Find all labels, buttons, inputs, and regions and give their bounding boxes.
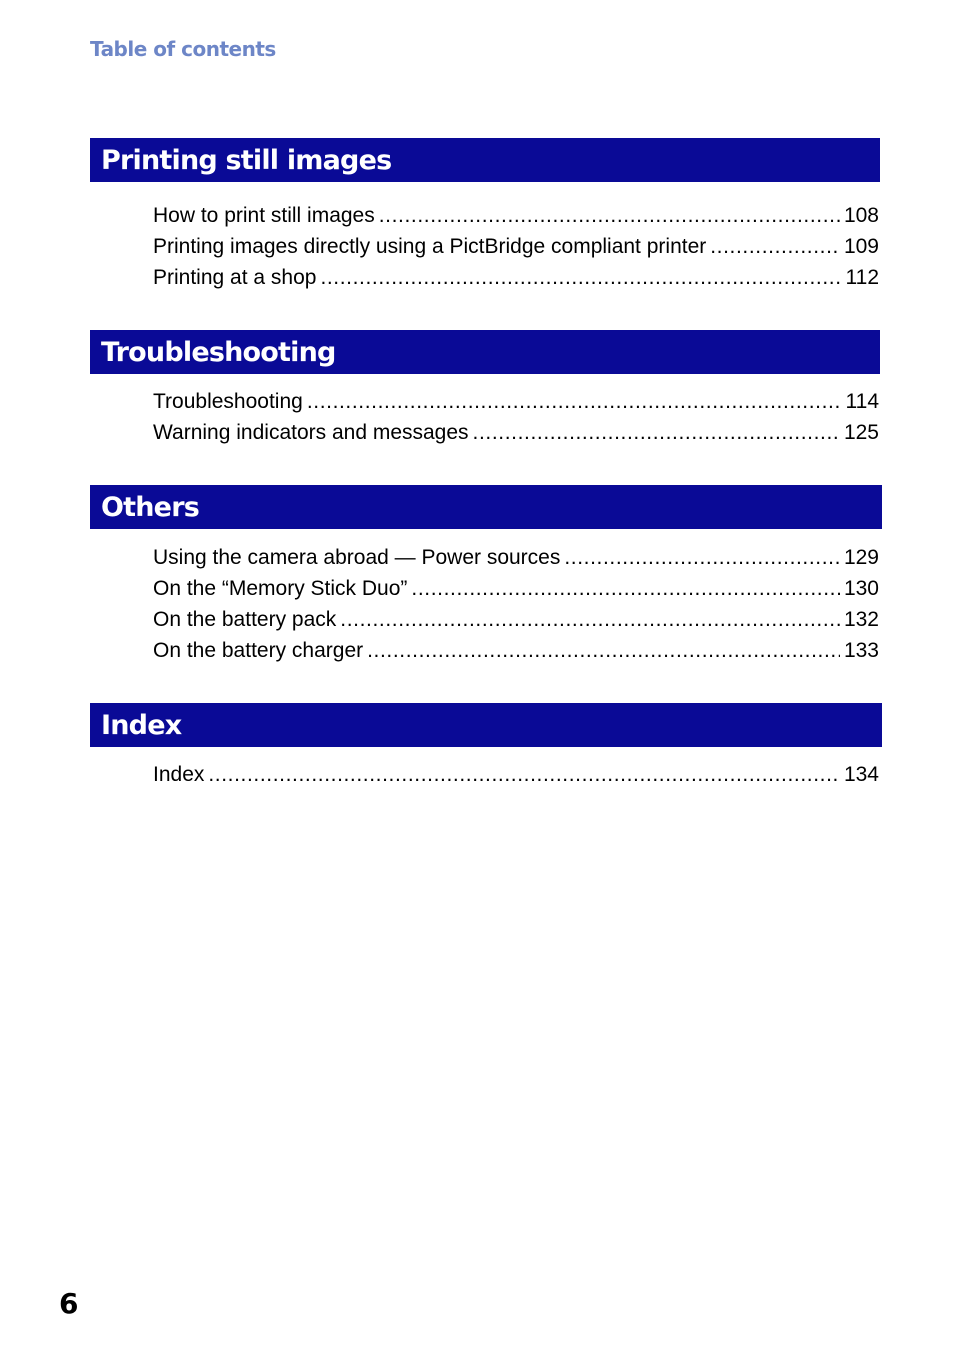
toc-entry-page: 125 [843, 421, 879, 444]
toc-entry[interactable] [153, 262, 879, 293]
toc-entry-label: How to print still images [153, 204, 375, 227]
section-header-others [90, 485, 882, 529]
toc-entry-page: 114 [845, 390, 879, 413]
toc-entry-label: Warning indicators and messages [153, 421, 469, 444]
leader-dots [473, 417, 840, 448]
toc-entry-page: 112 [845, 266, 879, 289]
leader-dots [411, 573, 840, 604]
toc-entry[interactable] [153, 635, 879, 666]
toc-entry-page: 108 [843, 204, 879, 227]
section-header-troubleshooting [90, 330, 880, 374]
toc-entry-page: 130 [843, 577, 879, 600]
toc-entry[interactable] [153, 759, 879, 790]
toc-entry[interactable] [153, 200, 879, 231]
toc-entry-page: 109 [843, 235, 879, 258]
toc-entry[interactable] [153, 542, 879, 573]
leader-dots [564, 542, 840, 573]
toc-entry-label: On the battery charger [153, 639, 364, 662]
toc-entry-page: 134 [843, 763, 879, 786]
section-entries-printing [153, 200, 879, 293]
section-entries-others [153, 542, 879, 666]
section-entries-troubleshooting [153, 386, 879, 448]
section-entries-index [153, 759, 879, 790]
toc-entry[interactable] [153, 231, 879, 262]
toc-entry-label: Printing at a shop [153, 266, 317, 289]
section-title: Others [101, 491, 199, 523]
breadcrumb-table-of-contents[interactable]: Table of contents [90, 37, 276, 61]
toc-entry[interactable] [153, 386, 879, 417]
toc-entry[interactable] [153, 573, 879, 604]
leader-dots [320, 262, 841, 293]
toc-entry-label: Index [153, 763, 205, 786]
section-title: Printing still images [101, 144, 392, 176]
section-header-printing-still-images [90, 138, 880, 182]
toc-entry-label: On the “Memory Stick Duo” [153, 577, 408, 600]
toc-entry[interactable] [153, 604, 879, 635]
toc-entry-label: Using the camera abroad — Power sources [153, 546, 561, 569]
leader-dots [340, 604, 840, 635]
leader-dots [710, 231, 840, 262]
section-header-index [90, 703, 882, 747]
toc-entry-page: 132 [843, 608, 879, 631]
leader-dots [307, 386, 842, 417]
toc-entry-label: Troubleshooting [153, 390, 303, 413]
leader-dots [208, 759, 840, 790]
toc-entry[interactable] [153, 417, 879, 448]
leader-dots [379, 200, 840, 231]
toc-entry-page: 129 [843, 546, 879, 569]
section-title: Index [101, 709, 182, 741]
section-title: Troubleshooting [101, 336, 336, 368]
leader-dots [367, 635, 840, 666]
toc-entry-page: 133 [843, 639, 879, 662]
page-number: 6 [59, 1287, 79, 1320]
toc-entry-label: Printing images directly using a PictBridge compliant printer [153, 235, 707, 258]
toc-entry-label: On the battery pack [153, 608, 337, 631]
